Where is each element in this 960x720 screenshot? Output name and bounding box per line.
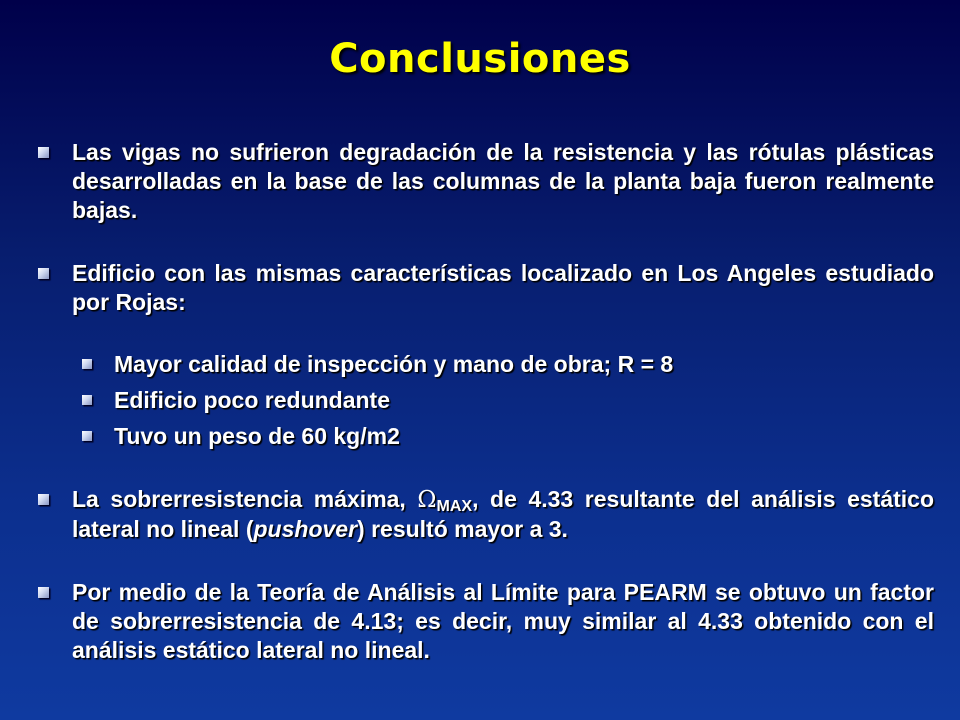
bullet-text: Por medio de la Teoría de Análisis al Límite para PEARM se obtuvo un factor de sobrerresistencia de 4.13; es decir, muy similar al 4.33 obtenido con el análisis estático lateral no lineal. — [72, 579, 934, 663]
square-bullet-icon — [38, 147, 49, 158]
square-bullet-icon — [82, 431, 92, 441]
square-bullet-icon — [38, 587, 49, 598]
square-bullet-icon — [82, 395, 92, 405]
bullet-text-part2: , de 4.33 resultante del análisis estático lateral no lineal ( — [72, 486, 934, 542]
sub-bullet-item-calidad — [36, 350, 934, 379]
sub-bullet-item-redundante — [36, 386, 934, 415]
omega-subscript: MAX — [436, 498, 473, 515]
bullet-item-sobrerresistencia — [36, 485, 934, 544]
pushover-term: pushover — [253, 516, 358, 542]
omega-symbol: Ω — [417, 487, 437, 513]
bullet-text-part1: La sobrerresistencia máxima, — [72, 486, 418, 512]
sub-bullet-text: Edificio poco redundante — [114, 387, 391, 413]
bullet-text-part3: ) resultó mayor a 3. — [357, 516, 568, 542]
sub-bullet-text: Tuvo un peso de 60 kg/m2 — [114, 423, 400, 449]
square-bullet-icon — [38, 494, 49, 505]
bullet-item-edificio — [36, 259, 934, 317]
bullet-text: Edificio con las mismas características localizado en Los Angeles estudiado por Rojas: — [72, 260, 934, 315]
slide-title: Conclusiones — [329, 36, 631, 82]
sub-bullet-item-peso — [36, 422, 934, 451]
square-bullet-icon — [82, 359, 92, 369]
slide-body — [36, 138, 934, 665]
bullet-item-vigas — [36, 138, 934, 225]
bullet-text: Las vigas no sufrieron degradación de la resistencia y las rótulas plásticas desarrolladas en la base de las columnas de la planta baja fueron realmente bajas. — [72, 139, 934, 223]
bullet-item-pearm — [36, 578, 934, 665]
sub-bullet-text: Mayor calidad de inspección y mano de obra; R = 8 — [114, 351, 674, 377]
square-bullet-icon — [38, 268, 49, 279]
